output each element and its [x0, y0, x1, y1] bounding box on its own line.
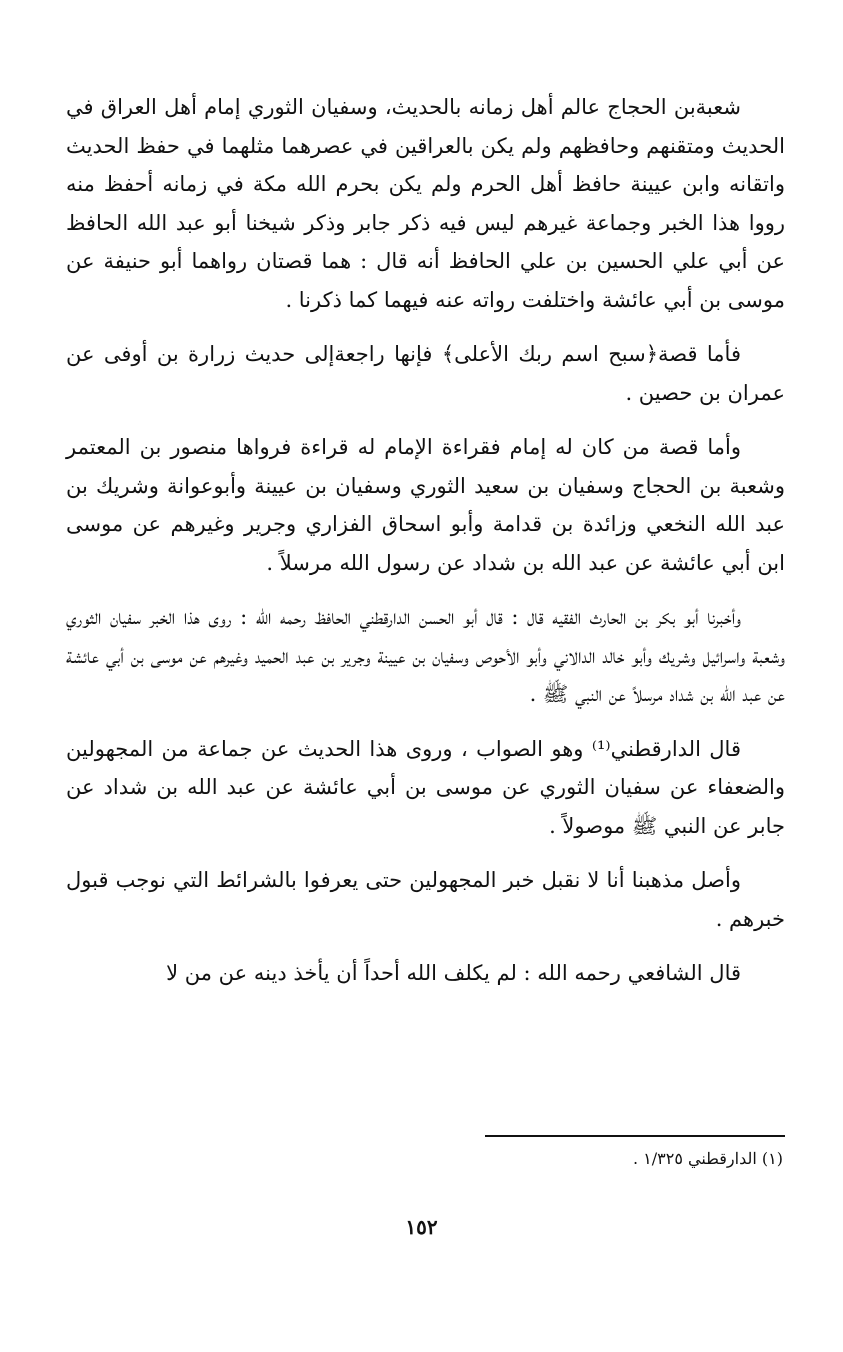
paragraph: وأما قصة من كان له إمام فقراءة الإمام له قراءة فرواها منصور بن المعتمر وشعبة بن الحجاج وسفيان بن سعيد الثوري وسفيان بن عيينة وأبوعوانة وشريك بن عبد الله النخعي وزائدة بن قدامة وأبو اسحاق الفزاري وجرير وغيرهم عن موسى ابن أبي عائشة عن عبد الله بن شداد عن رسول الله مرسلاً . [66, 435, 785, 575]
paragraph: قال الشافعي رحمه الله : لم يكلف الله أحداً أن يأخذ دينه عن من لا [166, 961, 741, 985]
paragraph: قال الدارقطني⁽¹⁾ وهو الصواب ، وروى هذا الحديث عن جماعة من المجهولين والضعفاء عن سفيان الثوري عن موسى بن أبي عائشة عن عبد الله بن شداد عن جابر عن النبي ﷺ موصولاً . [66, 736, 785, 838]
main-text [66, 88, 785, 993]
page-number: ١٥٢ [405, 1215, 438, 1239]
paragraph: شعبةبن الحجاج عالم أهل زمانه بالحديث، وسفيان الثوري إمام أهل العراق في الحديث ومتقنهم وحافظهم ولم يكن بالعراقين في عصرهما مثلهما في حفظ الحديث واتقانه وابن عيينة حافظ أهل الحرم ولم يكن بحرم الله مكة في زمانه أحفظ منه رووا هذا الخبر وجماعة غيرهم ليس فيه ذكر جابر وذكر شيخنا أبو عبد الله الحافظ عن أبي علي الحسين بن علي الحافظ أنه قال : هما قصتان رواهما أبو حنيفة عن موسى بن أبي عائشة واختلفت رواته عنه فيهما كما ذكرنا . [66, 95, 785, 312]
footnote: (١) الدارقطني ١/٣٢٥ . [632, 1149, 783, 1168]
paragraph: فأما قصة﴿سبح اسم ربك الأعلى﴾ فإنها راجعةإلى حديث زرارة بن أوفى عن عمران بن حصين . [66, 342, 785, 405]
paragraph: وأصل مذهبنا أنا لا نقبل خبر المجهولين حتى يعرفوا بالشرائط التي نوجب قبول خبرهم . [66, 868, 785, 931]
paragraph: وأخبرنا أبو بكر بن الحارث الفقيه قال : قال أبو الحسن الدارقطني الحافظ رحمه الله : روى هذا الخبر سفيان الثوري وشعبة واسرائيل وشريك وأبو خالد الدالاني وأبو الأحوص وسفيان بن عيينة وجرير بن عبد الحميد وغيرهم عن موسى بن أبي عائشة عن عبد الله بن شداد مرسلاً عن النبي ﷺ . [66, 605, 785, 706]
footnote-divider [485, 1135, 785, 1137]
